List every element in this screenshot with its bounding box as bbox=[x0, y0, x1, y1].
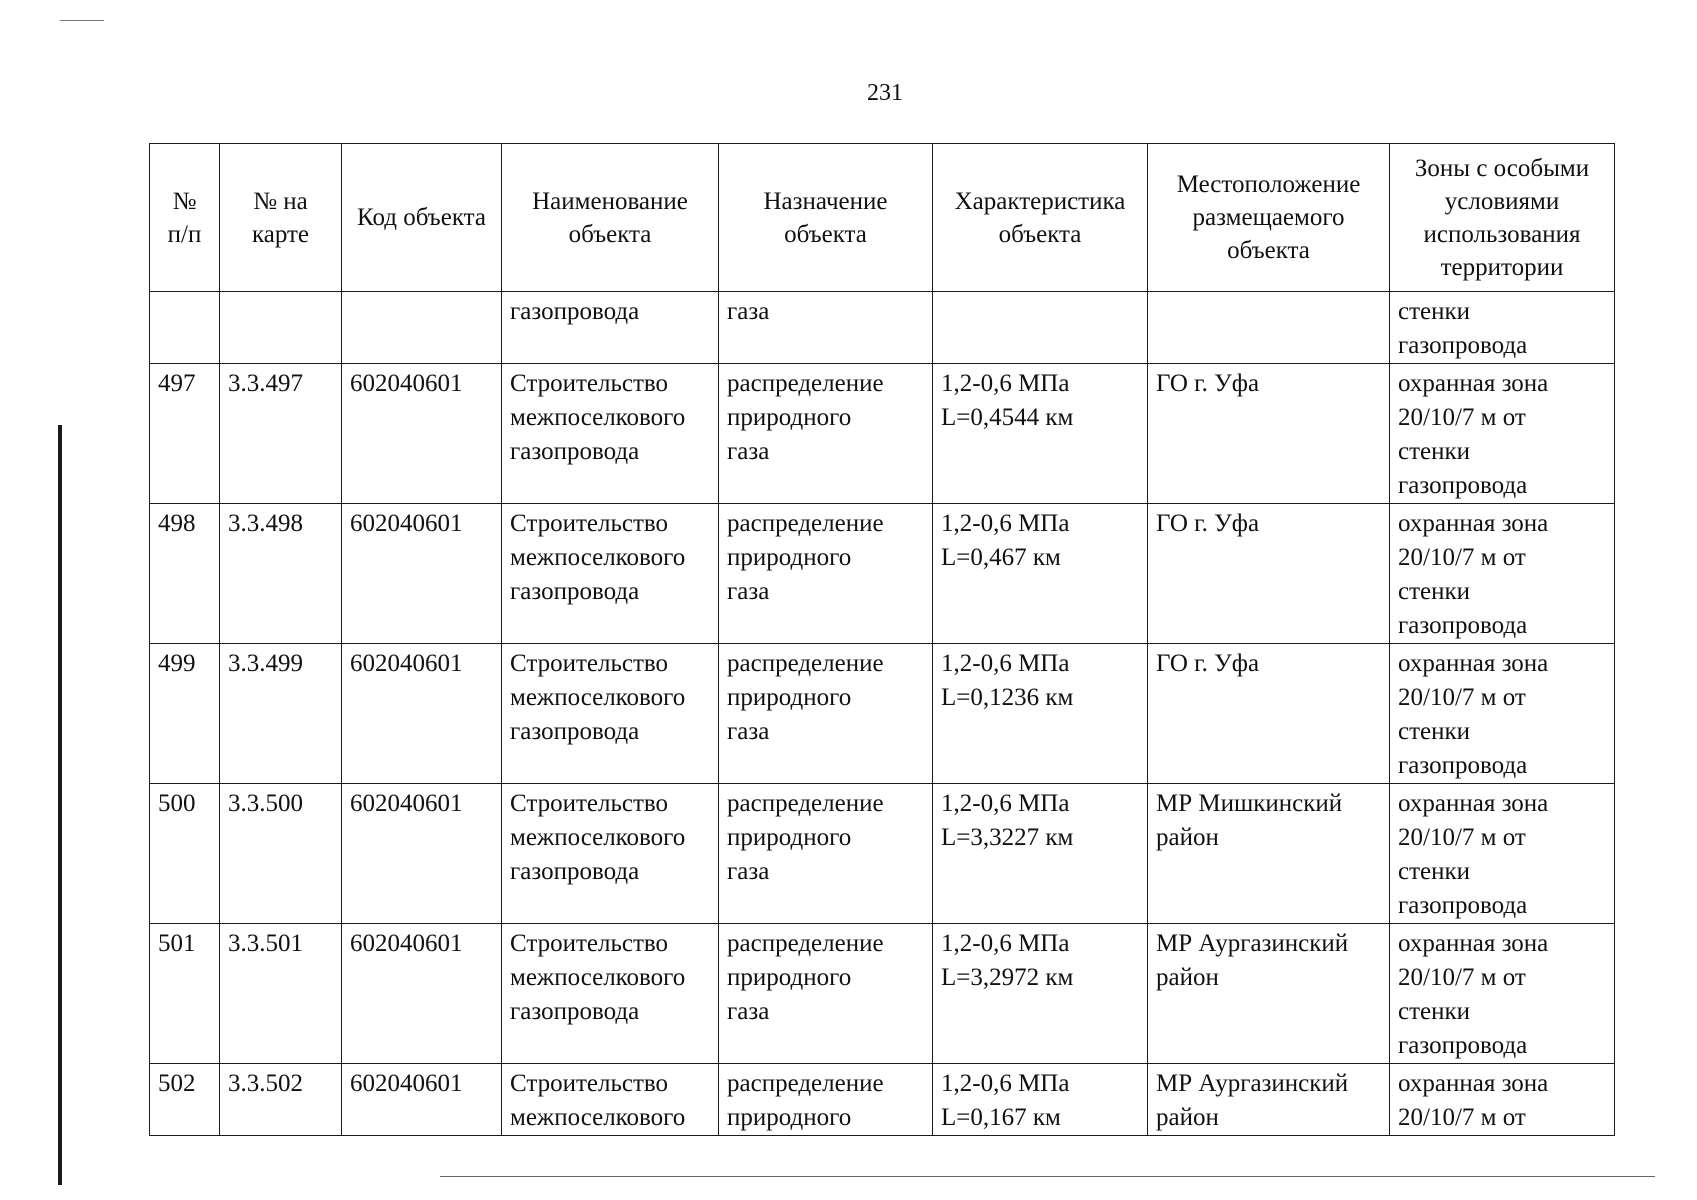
cell-object-location: МР Мишкинский район bbox=[1148, 784, 1390, 924]
cell-map-number: 3.3.499 bbox=[220, 644, 342, 784]
header-object-name bbox=[502, 144, 719, 292]
cell-object-location: ГО г. Уфа bbox=[1148, 364, 1390, 504]
cell-object-name: газопровода bbox=[502, 292, 719, 364]
cell-map-number: 3.3.501 bbox=[220, 924, 342, 1064]
scan-artifact-bottom-line bbox=[440, 1176, 1655, 1177]
header-label: Характеристика объекта bbox=[954, 187, 1126, 248]
cell-object-characteristics: 1,2-0,6 МПа L=0,1236 км bbox=[933, 644, 1148, 784]
cell-object-characteristics: 1,2-0,6 МПа L=0,4544 км bbox=[933, 364, 1148, 504]
cell-object-code: 602040601 bbox=[342, 504, 502, 644]
cell-object-name: Строительство межпоселкового газопровода bbox=[502, 364, 719, 504]
table-row bbox=[150, 292, 1615, 364]
cell-special-zones: охранная зона 20/10/7 м от стенки газопровода bbox=[1390, 364, 1615, 504]
cell-object-purpose: распределение природного газа bbox=[719, 504, 933, 644]
cell-object-code: 602040601 bbox=[342, 1064, 502, 1136]
cell-object-purpose: распределение природного bbox=[719, 1064, 933, 1136]
header-label: Код объекта bbox=[357, 204, 486, 231]
cell-object-location: ГО г. Уфа bbox=[1148, 644, 1390, 784]
header-object-purpose bbox=[719, 144, 933, 292]
cell-object-purpose: распределение природного газа bbox=[719, 644, 933, 784]
page-number: 231 bbox=[867, 80, 903, 106]
cell-object-purpose: газа bbox=[719, 292, 933, 364]
table-row bbox=[150, 644, 1615, 784]
cell-object-name: Строительство межпоселкового bbox=[502, 1064, 719, 1136]
cell-object-location: ГО г. Уфа bbox=[1148, 504, 1390, 644]
cell-object-characteristics bbox=[933, 292, 1148, 364]
cell-map-number: 3.3.502 bbox=[220, 1064, 342, 1136]
cell-object-purpose: распределение природного газа bbox=[719, 784, 933, 924]
cell-special-zones: охранная зона 20/10/7 м от bbox=[1390, 1064, 1615, 1136]
cell-object-code: 602040601 bbox=[342, 644, 502, 784]
objects-table bbox=[149, 143, 1615, 1136]
cell-object-code bbox=[342, 292, 502, 364]
cell-row-number: 500 bbox=[150, 784, 220, 924]
cell-object-location: МР Аургазинский район bbox=[1148, 1064, 1390, 1136]
cell-map-number: 3.3.500 bbox=[220, 784, 342, 924]
header-object-code bbox=[342, 144, 502, 292]
header-object-characteristics bbox=[933, 144, 1148, 292]
cell-special-zones: охранная зона 20/10/7 м от стенки газопровода bbox=[1390, 504, 1615, 644]
cell-row-number: 498 bbox=[150, 504, 220, 644]
cell-object-code: 602040601 bbox=[342, 784, 502, 924]
cell-row-number: 497 bbox=[150, 364, 220, 504]
cell-object-characteristics: 1,2-0,6 МПа L=0,467 км bbox=[933, 504, 1148, 644]
cell-object-name: Строительство межпоселкового газопровода bbox=[502, 644, 719, 784]
header-special-zones bbox=[1390, 144, 1615, 292]
cell-row-number: 499 bbox=[150, 644, 220, 784]
cell-row-number: 502 bbox=[150, 1064, 220, 1136]
header-label: № п/п bbox=[167, 187, 202, 248]
header-label: Зоны с особыми условиями использования территории bbox=[1414, 154, 1590, 281]
table-header-row bbox=[150, 144, 1615, 292]
header-label: № на карте bbox=[251, 187, 310, 248]
header-map-number bbox=[220, 144, 342, 292]
cell-object-location bbox=[1148, 292, 1390, 364]
table-row bbox=[150, 924, 1615, 1064]
table-row bbox=[150, 1064, 1615, 1136]
cell-object-code: 602040601 bbox=[342, 364, 502, 504]
cell-object-purpose: распределение природного газа bbox=[719, 364, 933, 504]
table-row bbox=[150, 504, 1615, 644]
header-label: Местоположение размещаемого объекта bbox=[1176, 171, 1361, 264]
scan-artifact-mark bbox=[60, 20, 104, 21]
cell-special-zones: стенки газопровода bbox=[1390, 292, 1615, 364]
cell-special-zones: охранная зона 20/10/7 м от стенки газопровода bbox=[1390, 644, 1615, 784]
cell-map-number bbox=[220, 292, 342, 364]
header-row-number bbox=[150, 144, 220, 292]
header-label: Назначение объекта bbox=[763, 187, 888, 248]
cell-object-name: Строительство межпоселкового газопровода bbox=[502, 504, 719, 644]
header-label: Наименование объекта bbox=[532, 187, 688, 248]
cell-row-number: 501 bbox=[150, 924, 220, 1064]
cell-object-name: Строительство межпоселкового газопровода bbox=[502, 924, 719, 1064]
header-object-location bbox=[1148, 144, 1390, 292]
cell-object-characteristics: 1,2-0,6 МПа L=3,3227 км bbox=[933, 784, 1148, 924]
table-row bbox=[150, 364, 1615, 504]
cell-object-characteristics: 1,2-0,6 МПа L=0,167 км bbox=[933, 1064, 1148, 1136]
cell-map-number: 3.3.497 bbox=[220, 364, 342, 504]
cell-map-number: 3.3.498 bbox=[220, 504, 342, 644]
cell-object-purpose: распределение природного газа bbox=[719, 924, 933, 1064]
scan-artifact-left-bar bbox=[58, 425, 62, 1185]
cell-special-zones: охранная зона 20/10/7 м от стенки газопровода bbox=[1390, 924, 1615, 1064]
cell-object-characteristics: 1,2-0,6 МПа L=3,2972 км bbox=[933, 924, 1148, 1064]
cell-object-name: Строительство межпоселкового газопровода bbox=[502, 784, 719, 924]
cell-object-location: МР Аургазинский район bbox=[1148, 924, 1390, 1064]
cell-object-code: 602040601 bbox=[342, 924, 502, 1064]
cell-row-number bbox=[150, 292, 220, 364]
cell-special-zones: охранная зона 20/10/7 м от стенки газопровода bbox=[1390, 784, 1615, 924]
table-row bbox=[150, 784, 1615, 924]
